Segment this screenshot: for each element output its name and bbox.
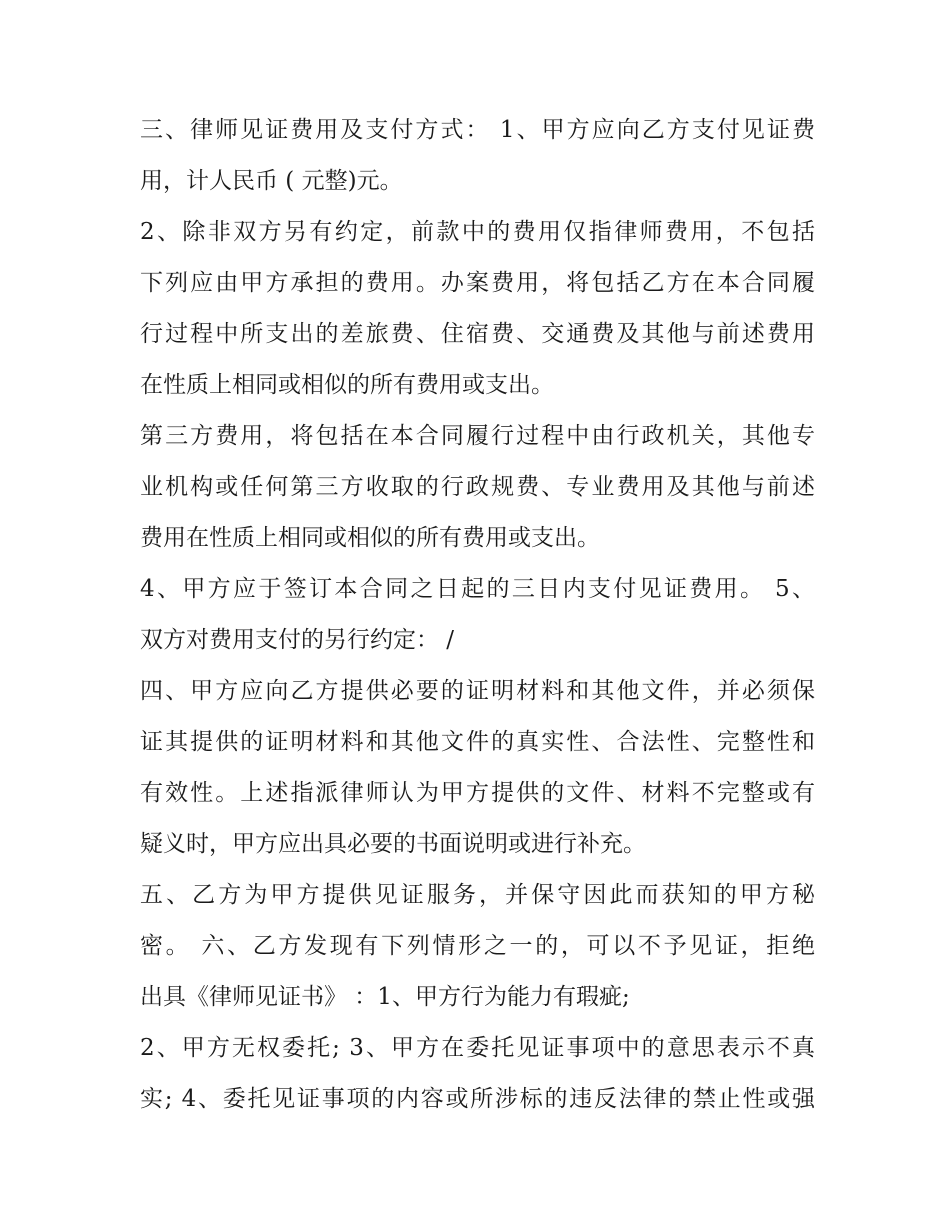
text-line-11: 双方对费用支付的另行约定： / — [140, 627, 455, 653]
text-line-1: 三、律师见证费用及支付方式： 1、甲方应向乙方支付见证费 — [140, 117, 815, 143]
text-line-17: 密。 六、乙方发现有下列情形之一的，可以不予见证，拒绝 — [140, 933, 815, 959]
text-line-6: 在性质上相同或相似的所有费用或支出。 — [140, 372, 554, 398]
text-line-2: 用，计人民币 ( 元整)元。 — [140, 168, 403, 194]
document-body — [140, 105, 815, 1125]
text-line-15: 疑义时，甲方应出具必要的书面说明或进行补充。 — [140, 831, 646, 857]
text-line-19: 2、甲方无权委托; 3、甲方在委托见证事项中的意思表示不真 — [140, 1035, 815, 1061]
text-line-16: 五、乙方为甲方提供见证服务，并保守因此而获知的甲方秘 — [140, 882, 815, 908]
text-line-18: 出具《律师见证书》 ：1、甲方行为能力有瑕疵; — [140, 984, 630, 1010]
text-line-20: 实; 4、委托见证事项的内容或所涉标的违反法律的禁止性或强 — [140, 1086, 815, 1112]
text-line-13: 证其提供的证明材料和其他文件的真实性、合法性、完整性和 — [140, 729, 815, 755]
text-line-8: 业机构或任何第三方收取的行政规费、专业费用及其他与前述 — [140, 474, 815, 500]
text-line-9: 费用在性质上相同或相似的所有费用或支出。 — [140, 525, 600, 551]
text-line-14: 有效性。上述指派律师认为甲方提供的文件、材料不完整或有 — [140, 780, 815, 806]
text-line-3: 2、除非双方另有约定，前款中的费用仅指律师费用，不包括 — [140, 219, 815, 245]
text-line-4: 下列应由甲方承担的费用。办案费用，将包括乙方在本合同履 — [140, 270, 815, 296]
text-line-5: 行过程中所支出的差旅费、住宿费、交通费及其他与前述费用 — [140, 321, 815, 347]
text-line-10: 4、甲方应于签订本合同之日起的三日内支付见证费用。 5、 — [140, 576, 815, 602]
text-line-12: 四、甲方应向乙方提供必要的证明材料和其他文件，并必须保 — [140, 678, 815, 704]
text-line-7: 第三方费用，将包括在本合同履行过程中由行政机关，其他专 — [140, 423, 815, 449]
